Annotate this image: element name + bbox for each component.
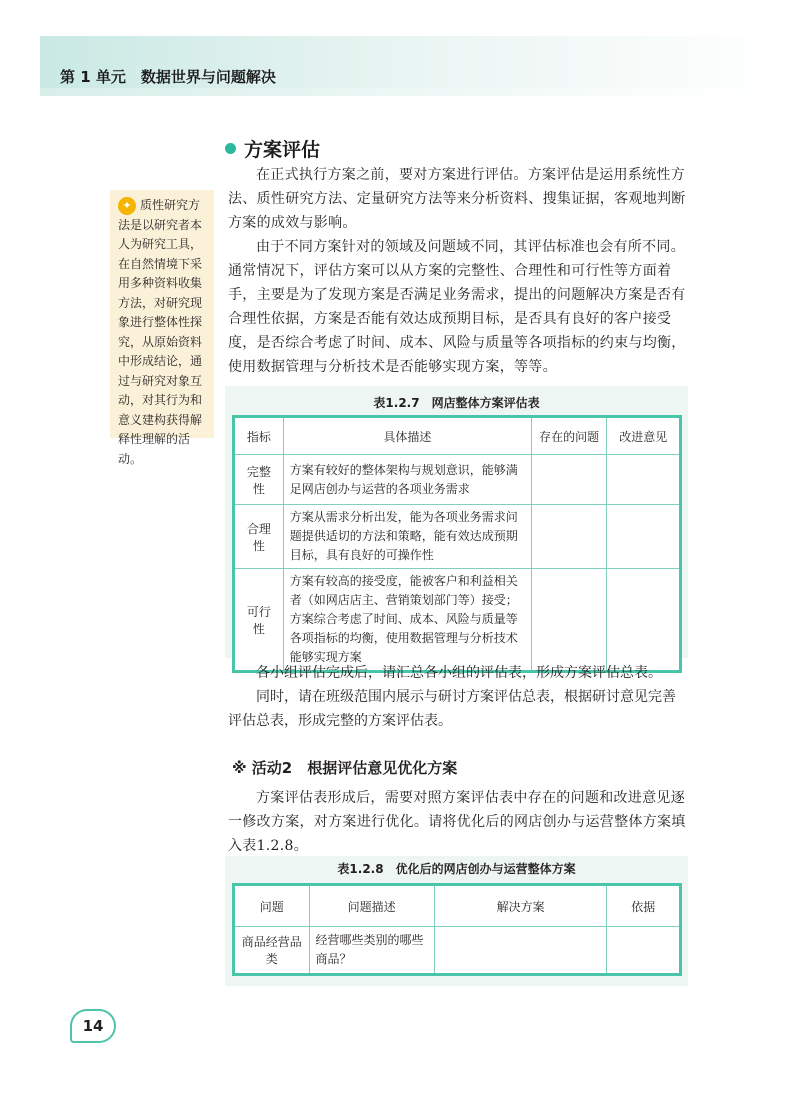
activity-heading: ※ 活动2 根据评估意见优化方案 <box>232 759 458 777</box>
table2-caption: 表1.2.8 优化后的网店创办与运营整体方案 <box>337 862 576 876</box>
solution-cell[interactable] <box>434 927 607 975</box>
table-header-cell: 存在的问题 <box>531 417 607 455</box>
table-header-cell: 解决方案 <box>434 885 607 927</box>
evaluation-table <box>232 415 682 673</box>
table-header-cell: 改进意见 <box>607 417 681 455</box>
row-label: 可行性 <box>234 569 284 672</box>
table-header-cell: 问题描述 <box>309 885 434 927</box>
optimized-plan-table <box>232 883 682 976</box>
activity-text: 方案评估表形成后，需要对照方案评估表中存在的问题和改进意见逐一修改方案，对方案进行优化。请将优化后的网店创办与运营整体方案填入表1.2.8。 <box>228 790 686 854</box>
table-row <box>234 455 681 505</box>
header-strip <box>40 88 740 96</box>
row-description: 方案从需求分析出发，能为各项业务需求问题提供适切的方法和策略，能有效达成预期目标，具有良好的可操作性 <box>283 505 531 569</box>
table-header-row <box>234 885 681 927</box>
table1-caption: 表1.2.7 网店整体方案评估表 <box>373 396 540 410</box>
side-note-text: 质性研究方法是以研究者本人为研究工具，在自然情境下采用多种资料收集方法，对研究现象进行整体性探究，从原始资料中形成结论，通过与研究对象互动，对其行为和意义建构获得解释性理解的活动。 <box>118 198 203 466</box>
table-row <box>234 569 681 672</box>
paragraph-2: 由于不同方案针对的领域及问题域不同，其评估标准也会有所不同。通常情况下，评估方案可以从方案的完整性、合理性和可行性等方面着手，主要是为了发现方案是否满足业务需求，提出的问题解决方案是否有合理性依据，方案是否能有效达成预期目标，是否具有良好的客户接受度，是否综合考虑了时间、成本、风险与质量等各项指标的约束与均衡，使用数据管理与分析技术是否能够实现方案，等等。 <box>228 239 686 375</box>
bullet-dot-icon <box>225 143 236 154</box>
row-description: 方案有较高的接受度，能被客户和利益相关者（如网店店主、营销策划部门等）接受；方案综合考虑了时间、成本、风险与质量等各项指标的均衡，使用数据管理与分析技术能够实现方案 <box>283 569 531 672</box>
lightbulb-icon: ✦ <box>118 197 136 215</box>
section-title: 方案评估 <box>244 139 321 161</box>
basis-cell[interactable] <box>607 927 681 975</box>
problem-cell[interactable] <box>531 455 607 505</box>
table-header-row <box>234 417 681 455</box>
paragraph-1: 在正式执行方案之前，要对方案进行评估。方案评估是运用系统性方法、质性研究方法、定量研究方法等来分析资料、搜集证据，客观地判断方案的成效与影响。 <box>228 167 686 231</box>
page-number: 14 <box>70 1009 116 1043</box>
side-note <box>110 190 214 466</box>
table-header-cell: 具体描述 <box>283 417 531 455</box>
after-table-line-2: 同时，请在班级范围内展示与研讨方案评估总表，根据研讨意见完善评估总表，形成完整的方案评估表。 <box>228 689 676 729</box>
advice-cell[interactable] <box>607 455 681 505</box>
row-label: 合理性 <box>234 505 284 569</box>
row-label: 完整性 <box>234 455 284 505</box>
advice-cell[interactable] <box>607 505 681 569</box>
unit-title: 第 1 单元 数据世界与问题解决 <box>60 68 276 86</box>
table-row <box>234 927 681 975</box>
row-description: 方案有较好的整体架构与规划意识，能够满足网店创办与运营的各项业务需求 <box>283 455 531 505</box>
table-header-cell: 指标 <box>234 417 284 455</box>
table-header-cell: 问题 <box>234 885 310 927</box>
problem-cell[interactable] <box>531 505 607 569</box>
section-heading <box>225 135 320 162</box>
advice-cell[interactable] <box>607 569 681 672</box>
after-table-line-1: 各小组评估完成后，请汇总各小组的评估表，形成方案评估总表。 <box>256 665 662 681</box>
table-header-cell: 依据 <box>607 885 681 927</box>
problem-cell[interactable] <box>531 569 607 672</box>
row-description: 经营哪些类别的哪些商品？ <box>309 927 434 975</box>
table-row <box>234 505 681 569</box>
row-label: 商品经营品类 <box>234 927 310 975</box>
